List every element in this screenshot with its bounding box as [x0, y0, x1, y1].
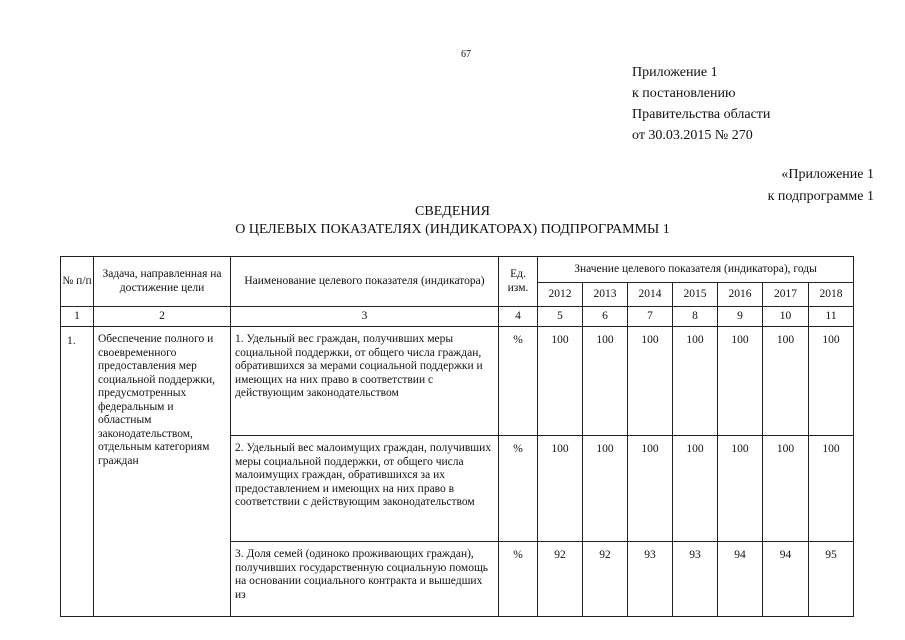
header-year: 2017 [763, 283, 809, 307]
indicator-value: 93 [628, 542, 673, 617]
indicator-value: 100 [538, 436, 583, 542]
indicator-name: 2. Удельный вес малоимущих граждан, получивших меры социальной поддержки, от общего числа малоимущих граждан, обратившихся за их предоставлением и имеющих на них право в соответствии с действующим законодательством [231, 436, 499, 542]
indicator-value: 100 [718, 436, 763, 542]
title-line-1: СВЕДЕНИЯ [415, 204, 490, 219]
indicator-value: 100 [809, 436, 854, 542]
header-year: 2012 [538, 283, 583, 307]
column-number-row [61, 307, 854, 327]
column-number: 2 [94, 307, 231, 327]
appendix-reference [632, 62, 770, 146]
indicator-value: 94 [763, 542, 809, 617]
header-unit: Ед. изм. [499, 257, 538, 307]
indicator-value: 92 [538, 542, 583, 617]
column-number: 1 [61, 307, 94, 327]
column-number: 11 [809, 307, 854, 327]
sub-appendix-line: к подпрограмме 1 [767, 189, 874, 204]
header-year: 2014 [628, 283, 673, 307]
appendix-line: от 30.03.2015 № 270 [632, 128, 753, 143]
indicators-table [60, 256, 854, 617]
column-number: 4 [499, 307, 538, 327]
column-number: 8 [673, 307, 718, 327]
header-year: 2015 [673, 283, 718, 307]
header-year: 2018 [809, 283, 854, 307]
column-number: 6 [583, 307, 628, 327]
column-number: 10 [763, 307, 809, 327]
task-text: Обеспечение полного и своевременного предоставления мер социальной поддержки, предусмотренных федеральным и областным законодательством, отдельным категориям граждан [94, 327, 231, 617]
page-number: 67 [461, 49, 471, 60]
table-row [61, 327, 854, 436]
indicator-value: 100 [583, 436, 628, 542]
column-number: 3 [231, 307, 499, 327]
title-line-2: О ЦЕЛЕВЫХ ПОКАЗАТЕЛЯХ (ИНДИКАТОРАХ) ПОДПРОГРАММЫ 1 [235, 222, 670, 237]
header-task: Задача, направленная на достижение цели [94, 257, 231, 307]
indicator-value: 100 [673, 436, 718, 542]
header-values-group: Значение целевого показателя (индикатора), годы [538, 257, 854, 283]
indicator-unit: % [499, 542, 538, 617]
indicator-value: 100 [763, 327, 809, 436]
indicator-value: 100 [583, 327, 628, 436]
indicator-unit: % [499, 436, 538, 542]
header-indicator: Наименование целевого показателя (индикатора) [231, 257, 499, 307]
indicator-value: 100 [763, 436, 809, 542]
column-number: 9 [718, 307, 763, 327]
indicator-value: 100 [673, 327, 718, 436]
indicator-value: 93 [673, 542, 718, 617]
column-number: 5 [538, 307, 583, 327]
appendix-line: к постановлению [632, 86, 736, 101]
indicator-value: 94 [718, 542, 763, 617]
indicator-name: 3. Доля семей (одиноко проживающих граждан), получивших государственную социальную помощь на основании социального контракта и вышедших из [231, 542, 499, 617]
indicator-name: 1. Удельный вес граждан, получивших меры социальной поддержки, от общего числа граждан, обратившихся за мерами социальной поддержки и имеющих на них право в соответствии с действующим законодательством [231, 327, 499, 436]
indicator-value: 100 [538, 327, 583, 436]
indicator-value: 100 [718, 327, 763, 436]
indicator-unit: % [499, 327, 538, 436]
column-number: 7 [628, 307, 673, 327]
indicator-value: 100 [809, 327, 854, 436]
indicator-value: 100 [628, 436, 673, 542]
document-title [0, 203, 905, 239]
appendix-line: Правительства области [632, 107, 771, 122]
sub-appendix-reference [768, 164, 874, 208]
sub-appendix-line: «Приложение 1 [781, 167, 874, 182]
header-num: № п/п [61, 257, 94, 307]
appendix-line: Приложение 1 [632, 65, 718, 80]
indicator-value: 95 [809, 542, 854, 617]
indicator-value: 100 [628, 327, 673, 436]
task-number: 1. [61, 327, 94, 617]
header-year: 2016 [718, 283, 763, 307]
header-year: 2013 [583, 283, 628, 307]
indicator-value: 92 [583, 542, 628, 617]
